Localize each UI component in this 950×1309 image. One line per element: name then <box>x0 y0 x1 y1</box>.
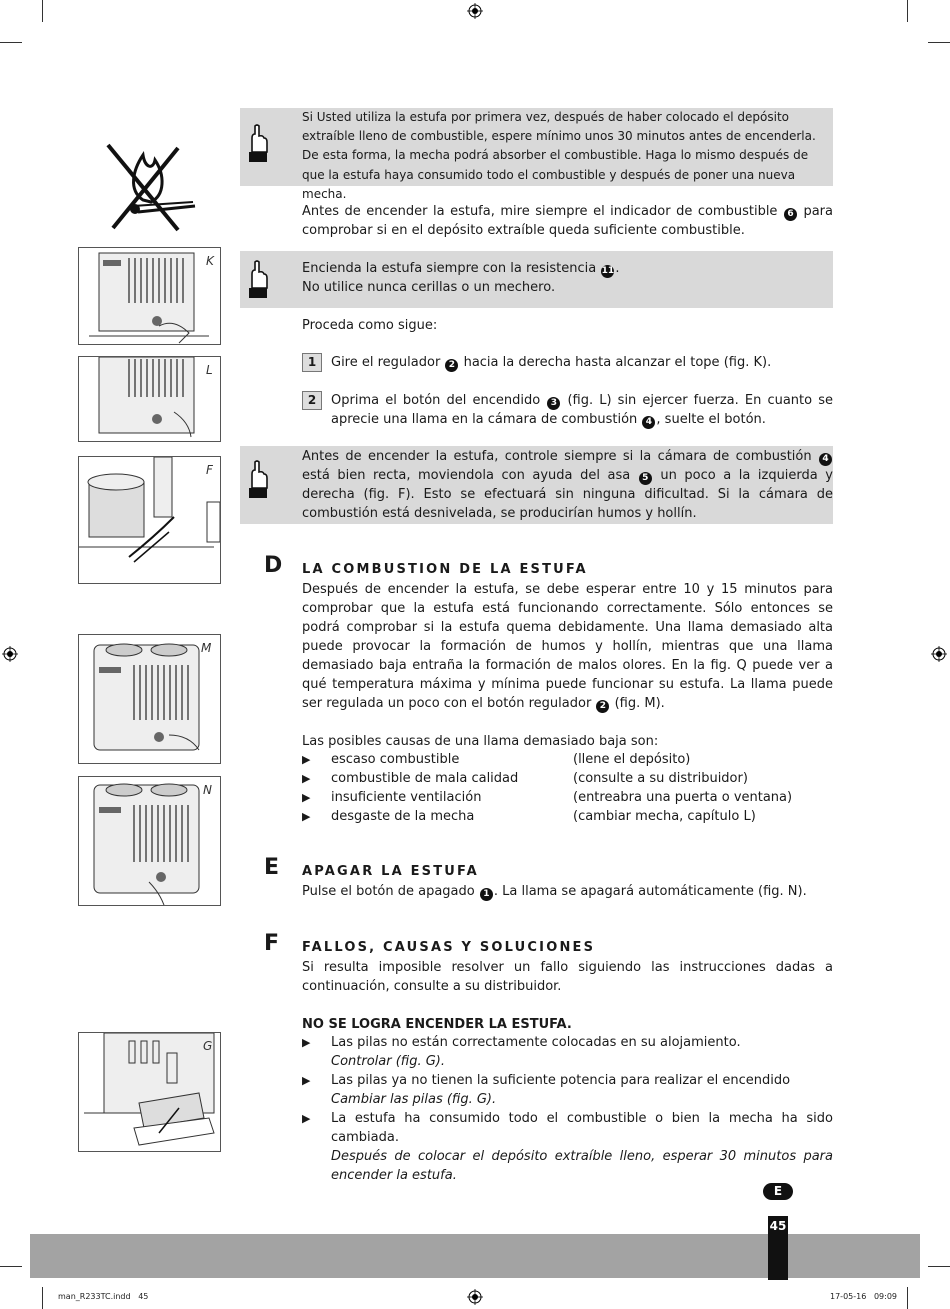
list-item: ▶ Las pilas no están correctamente colocadas en su alojamiento. Controlar (fig. G). <box>302 1035 741 1069</box>
bullet-arrow-icon: ▶ <box>302 810 311 823</box>
section-letter-f: F <box>264 931 280 956</box>
figure-label: N <box>203 783 212 797</box>
heater-illustration-icon <box>79 635 220 763</box>
pointing-hand-icon <box>246 124 270 164</box>
figure-l <box>78 356 221 442</box>
figure-label: F <box>206 463 213 477</box>
language-badge: E <box>763 1183 793 1200</box>
paragraph-combustion: Después de encender la estufa, se debe esperar entre 10 y 15 minutos para comprobar que la estufa está funcionando correctamente. Sólo entonces se podrá comprobar si la estufa quema debidamente. Una llama demasiado alta puede provocar la formación de humos y hollín, mientras que una llama demasiado baja entraña la formación de malos olores. En la fig. Q puede ver a qué temperatura máxima y mínima puede funcionar su estufa. La llama puede ser regulada un poco con el botón regulador 2 (fig. M). <box>302 582 833 711</box>
figure-g <box>78 1032 221 1152</box>
bullet-arrow-icon: ▶ <box>302 772 311 785</box>
combustion-chamber-illustration-icon <box>79 457 220 583</box>
no-matches-icon <box>103 140 198 232</box>
section-letter-e: E <box>264 855 280 880</box>
file-name: man_R233TC.indd 45 <box>58 1292 149 1301</box>
fault-list <box>302 1033 833 1185</box>
heater-illustration-icon <box>79 248 220 344</box>
step-number: 1 <box>302 353 322 372</box>
paragraph-turn-off: Pulse el botón de apagado 1 . La llama se apagará automáticamente (fig. N). <box>302 884 807 899</box>
crop-mark <box>907 0 908 22</box>
bullet-arrow-icon: ▶ <box>302 1112 311 1125</box>
section-title-f: FALLOS, CAUSAS Y SOLUCIONES <box>302 940 596 955</box>
list-item: ▶ escaso combustible (llene el depósito) <box>302 752 691 767</box>
registration-mark-icon <box>931 646 947 662</box>
figure-n <box>78 776 221 906</box>
step-1: 1 Gire el regulador 2 hacia la derecha hasta alcanzar el tope (fig. K). <box>302 353 833 372</box>
battery-compartment-illustration-icon <box>79 1033 220 1151</box>
pointing-hand-icon <box>246 460 270 500</box>
bullet-arrow-icon: ▶ <box>302 1074 311 1087</box>
crop-mark <box>0 1266 22 1267</box>
crop-mark <box>928 42 950 43</box>
figure-label: M <box>201 641 212 655</box>
heater-illustration-icon <box>79 357 220 441</box>
list-item: ▶ combustible de mala calidad (consulte a su distribuidor) <box>302 771 748 786</box>
step-number: 2 <box>302 391 322 410</box>
bullet-arrow-icon: ▶ <box>302 753 311 766</box>
registration-mark-icon <box>467 3 483 19</box>
note-resistance: Encienda la estufa siempre con la resistencia 11. No utilice nunca cerillas o un mechero. <box>302 261 620 295</box>
paragraph-fuel-indicator: Antes de encender la estufa, mire siempre el indicador de combustible 6 para comprobar si en el depósito extraíble queda suficiente combustible. <box>302 204 833 238</box>
section-title-d: LA COMBUSTION DE LA ESTUFA <box>302 562 588 577</box>
note-combustion-chamber: Antes de encender la estufa, controle siempre si la cámara de combustión 4 está bien recta, moviendola con ayuda del asa 5 un poco a la izquierda y derecha (fig. F). Esto se efectuará sin ninguna dificultad. Si la cámara de combustión está desnivelada, se producirían humos y hollín. <box>302 449 833 521</box>
bullet-arrow-icon: ▶ <box>302 1036 311 1049</box>
page-number: 45 <box>769 1219 787 1233</box>
figure-m <box>78 634 221 764</box>
print-date: 17-05-16 09:09 <box>830 1292 897 1301</box>
crop-mark <box>0 42 22 43</box>
crop-mark <box>42 1287 43 1309</box>
heater-illustration-icon <box>79 777 220 905</box>
step-2: 2 Oprima el botón del encendido 3 (fig. L) sin ejercer fuerza. En cuanto se aprecie una llama en la cámara de combustión 4 , suelte el botón. <box>302 391 833 429</box>
registration-mark-icon <box>467 1289 483 1305</box>
crop-mark <box>42 0 43 22</box>
figure-f <box>78 456 221 584</box>
list-item: ▶ La estufa ha consumido todo el combustible o bien la mecha ha sido cambiada. Después de colocar el depósito extraíble lleno, esperar 30 minutos para encender la estufa. <box>302 1111 833 1183</box>
list-item: ▶ desgaste de la mecha (cambiar mecha, capítulo L) <box>302 809 756 824</box>
list-item: ▶ Las pilas ya no tienen la suficiente potencia para realizar el encendido Cambiar las pilas (fig. G). <box>302 1073 791 1107</box>
figure-label: K <box>206 254 214 268</box>
figure-label: G <box>203 1039 213 1053</box>
causes-list <box>302 750 833 826</box>
crop-mark <box>907 1287 908 1309</box>
fault-subtitle: NO SE LOGRA ENCENDER LA ESTUFA. <box>302 1017 572 1032</box>
paragraph-faults: Si resulta imposible resolver un fallo siguiendo las instrucciones dadas a continuación, consulte a su distribuidor. <box>302 960 833 994</box>
bullet-arrow-icon: ▶ <box>302 791 311 804</box>
section-title-e: APAGAR LA ESTUFA <box>302 864 479 879</box>
list-item: ▶ insuficiente ventilación (entreabra una puerta o ventana) <box>302 790 793 805</box>
paragraph-proceda: Proceda como sigue: <box>302 318 438 333</box>
pointing-hand-icon <box>246 260 270 300</box>
section-letter-d: D <box>264 553 283 578</box>
note-first-use: Si Usted utiliza la estufa por primera vez, después de haber colocado el depósito extraíble lleno de combustible, espere mínimo unos 30 minutos antes de encenderla. De esta forma, la mecha podrá absorber el combustible. Haga lo mismo después de que la estufa haya consumido todo el combustible y después de poner una nueva mecha. <box>302 110 816 201</box>
figure-k <box>78 247 221 345</box>
paragraph-causes-intro: Las posibles causas de una llama demasiado baja son: <box>302 734 659 749</box>
crop-mark <box>928 1266 950 1267</box>
figure-label: L <box>206 363 213 377</box>
registration-mark-icon <box>2 646 18 662</box>
